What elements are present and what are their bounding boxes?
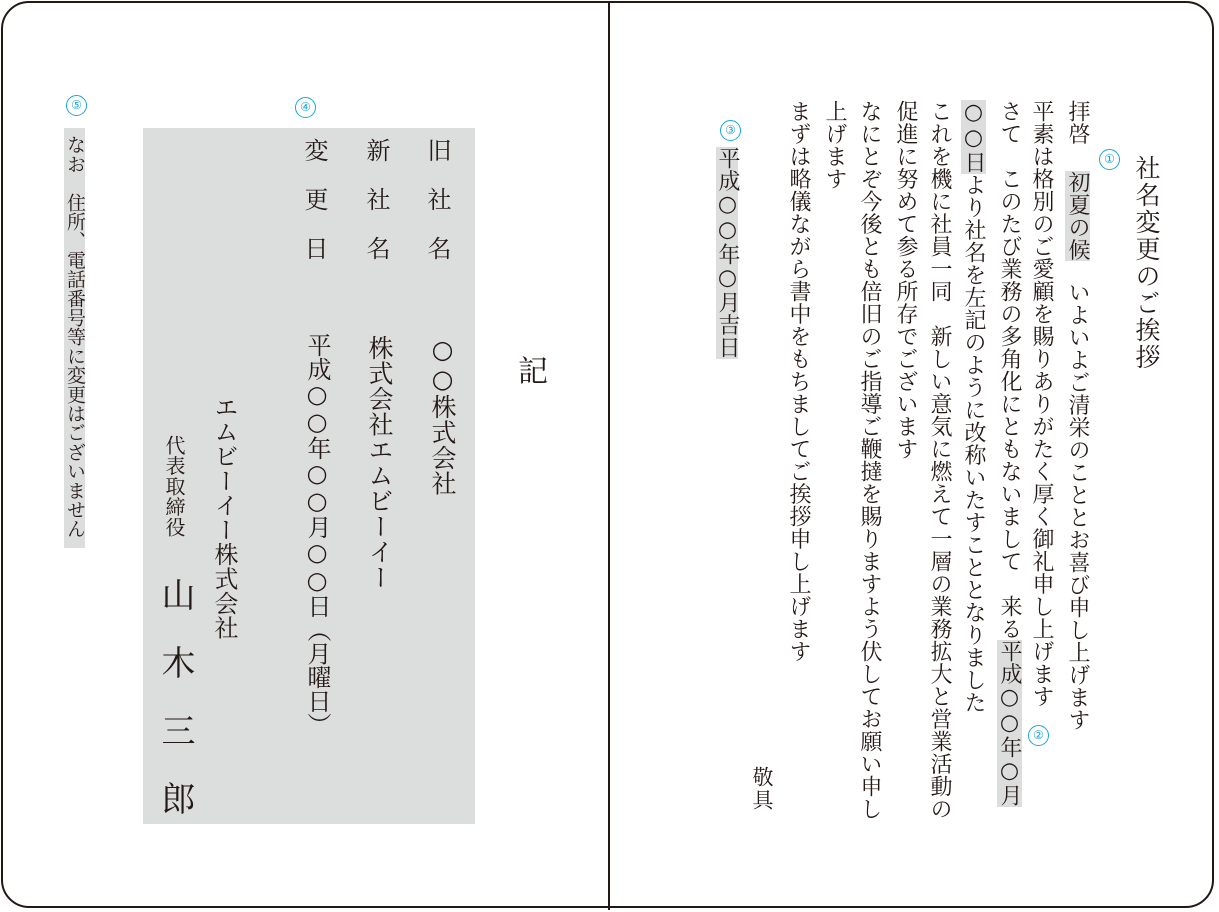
change-date-value: 平成○○年○○月○○日（月曜日） xyxy=(303,333,331,737)
footnote-no-other-changes: なお 住所、電話番号等に変更はございません xyxy=(64,128,85,548)
change-date-label: 変 更 日 xyxy=(300,138,328,261)
change-date-highlight-month: 平成○○年○月 xyxy=(997,640,1022,807)
letter-date: 平成○○年○月吉日 xyxy=(715,147,740,359)
center-fold-line xyxy=(608,1,610,910)
marker-1: ① xyxy=(1099,149,1120,170)
old-name-label: 旧 社 名 xyxy=(423,138,451,261)
body-line-7: なにとぞ今後とも倍旧のご指導ご鞭撻を賜りますよう伏してお願い申し xyxy=(857,100,882,820)
body-line-2: 平素は格別のご愛顧を賜りありがたく厚く御礼申し上げます xyxy=(1029,100,1054,708)
greeting-opening: 拝啓 xyxy=(1065,100,1090,145)
signature-title: 代表取締役 xyxy=(162,435,186,538)
marker-5: ⑤ xyxy=(66,95,87,116)
body-line-4 xyxy=(962,100,984,714)
body-line-4-text: より社名を左記のように改称いたすこととなりました xyxy=(961,173,986,714)
old-name-value: ○○株式会社 xyxy=(428,335,457,496)
marker-3: ③ xyxy=(720,120,741,141)
signature-company: エムビーイー株式会社 xyxy=(210,395,238,640)
new-name-value: 株式会社エムビーイー xyxy=(365,335,394,590)
body-line-3 xyxy=(998,100,1020,807)
body-line-3-text: さて このたび業務の多角化にともないまして 来る xyxy=(997,100,1022,640)
body-line-5: これを機に社員一同 新しい意気に燃えて一層の業務拡大と営業活動の xyxy=(927,100,952,820)
change-date-highlight-day: ○○日 xyxy=(961,100,986,174)
season-greeting-highlight: 初夏の候 xyxy=(1065,171,1090,261)
letter-title: 社名変更のご挨拶 xyxy=(1132,155,1161,371)
greeting-rest: いよいよご清栄のこととお喜び申し上げます xyxy=(1065,281,1090,731)
ki-heading: 記 xyxy=(512,355,547,385)
body-line-9: まずは略儀ながら書中をもちましてご挨拶申し上げます xyxy=(786,100,811,663)
marker-2: ② xyxy=(1028,725,1049,746)
body-line-6: 促進に努めて参る所存でございます xyxy=(893,100,918,460)
signature-name: 山 木 三 郎 xyxy=(155,577,195,815)
greeting-line xyxy=(1066,100,1088,731)
closing-word: 敬具 xyxy=(750,766,774,812)
new-name-label: 新 社 名 xyxy=(362,138,390,261)
body-line-8: 上げます xyxy=(822,100,847,190)
marker-4: ④ xyxy=(295,97,316,118)
